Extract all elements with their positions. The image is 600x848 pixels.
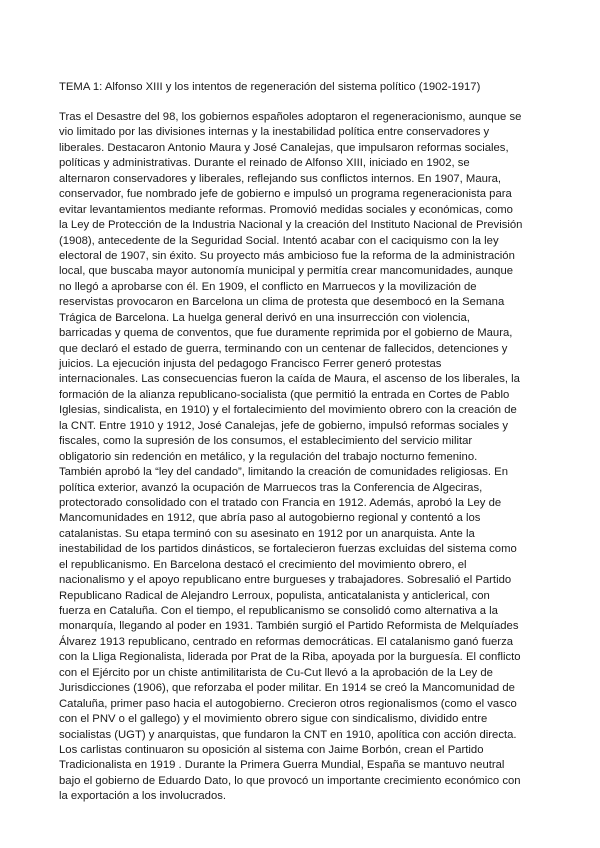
body-line: Tradicionalista en 1919 . Durante la Primera Guerra Mundial, España se mantuvo neutral bbox=[59, 759, 505, 772]
body-line: políticas y administrativas. Durante el reinado de Alfonso XIII, iniciado en 1902, se bbox=[59, 157, 470, 170]
body-line: Republicano Radical de Alejandro Lerroux, populista, anticatalanista y anticlerical, con bbox=[59, 589, 490, 602]
body-line: inestabilidad de los partidos dinásticos, se fortalecieron fuerzas excluidas del sistema como bbox=[59, 543, 517, 556]
body-line: obligatorio sin redención en metálico, y la regulación del trabajo nocturno femenino. bbox=[59, 450, 478, 463]
body-line: formación de la alianza republicano-socialista (que permitió la entrada en Cortes de Pablo bbox=[59, 388, 510, 401]
body-line: También aprobó la “ley del candado”, limitando la creación de comunidades religiosas. En bbox=[59, 466, 508, 479]
body-line: local, que buscaba mayor autonomía municipal y permitía crear mancomunidades, aunque bbox=[59, 265, 514, 278]
body-line: con el Ejército por un chiste antimilitarista de Cu-Cut llevó a la aprobación de la Ley de bbox=[59, 666, 493, 679]
body-line: vio limitado por las divisiones internas y la inestabilidad política entre conservadores y bbox=[59, 126, 490, 139]
body-line: electoral de 1907, sin éxito. Su proyecto más ambicioso fue la reforma de la administración bbox=[59, 249, 515, 262]
document-body bbox=[59, 110, 559, 805]
body-line: alternaron conservadores y liberales, reflejando sus conflictos internos. En 1907, Maura, bbox=[59, 172, 502, 185]
body-line: la Ley de Protección de la Industria Nacional y la creación del Instituto Nacional de Previsión bbox=[59, 219, 523, 232]
body-line: Tras el Desastre del 98, los gobiernos españoles adoptaron el regeneracionismo, aunque se bbox=[59, 111, 522, 123]
body-line: monarquía, llegando al poder en 1931. También surgió el Partido Reformista de Melquíades bbox=[59, 620, 519, 633]
body-line: internacionales. Las consecuencias fueron la caída de Maura, el ascenso de los liberales, la bbox=[59, 373, 520, 386]
body-line: Álvarez 1913 republicano, centrado en reformas democráticas. El catalanismo ganó fuerza bbox=[59, 635, 514, 648]
body-line: no llegó a aprobarse con él. En 1909, el conflicto en Marruecos y la movilización de bbox=[59, 280, 477, 293]
body-line: conservador, fue nombrado jefe de gobierno e impulsó un programa regeneracionista para bbox=[59, 188, 512, 201]
body-line: el republicanismo. En Barcelona destacó el crecimiento del movimiento obrero, el bbox=[59, 558, 467, 571]
body-line: reservistas provocaron en Barcelona un clima de protesta que desembocó en la Semana bbox=[59, 296, 505, 309]
body-line: liberales. Destacaron Antonio Maura y José Canalejas, que impulsaron reformas sociales, bbox=[59, 141, 509, 154]
body-line: Mancomunidades en 1912, que abría paso al autogobierno regional y contentó a los bbox=[59, 512, 481, 525]
body-line: Trágica de Barcelona. La huelga general derivó en una insurrección con violencia, bbox=[59, 311, 470, 324]
body-line: catalanistas. Su etapa terminó con su asesinato en 1912 por un anarquista. Ante la bbox=[59, 527, 475, 540]
body-line: barricadas y quema de conventos, que fue duramente reprimida por el gobierno de Maura, bbox=[59, 327, 513, 340]
body-line: fuerza en Cataluña. Con el tiempo, el republicanismo se consolidó como alternativa a la bbox=[59, 605, 498, 617]
body-line: juicios. La ejecución injusta del pedagogo Francisco Ferrer generó protestas bbox=[59, 358, 442, 370]
body-line: la CNT. Entre 1910 y 1912, José Canalejas, jefe de gobierno, impulsó reformas sociales y bbox=[59, 419, 508, 432]
body-line: con el PNV o el gallego) y el movimiento obrero sigue con sindicalismo, dividido entre bbox=[59, 713, 488, 726]
body-line: bajo el gobierno de Eduardo Dato, lo que provocó un importante crecimiento económico con bbox=[59, 774, 521, 787]
body-line: Los carlistas continuaron su oposición al sistema con Jaime Borbón, crean el Partido bbox=[59, 743, 484, 756]
body-line: fiscales, como la supresión de los consumos, el establecimiento del servicio militar bbox=[59, 435, 473, 448]
body-line: nacionalismo y el apoyo republicano entre burgueses y trabajadores. Sobresalió el Partido bbox=[59, 574, 512, 587]
body-line: (1908), antecedente de la Seguridad Social. Intentó acabar con el caciquismo con la ley bbox=[59, 234, 499, 247]
body-line: política exterior, avanzó la ocupación de Marruecos tras la Conferencia de Algeciras, bbox=[59, 481, 483, 494]
body-line: Iglesias, sindicalista, en 1910) y el fortalecimiento del movimiento obrero con la creación de bbox=[59, 404, 517, 417]
body-line: con la Lliga Regionalista, liderada por Prat de la Riba, apoyada por la burguesía. El conflicto bbox=[59, 651, 521, 664]
body-line: que declaró el estado de guerra, terminando con un centenar de fallecidos, detenciones y bbox=[59, 342, 508, 355]
body-line: Cataluña, primer paso hacia el autogobierno. Crecieron otros regionalismos (como el vasco bbox=[59, 697, 517, 710]
document-title: TEMA 1: Alfonso XIII y los intentos de regeneración del sistema político (1902-1917) bbox=[59, 81, 481, 93]
body-line: protectorado consolidado con el tratado con Francia en 1912. Además, aprobó la Ley de bbox=[59, 496, 502, 509]
body-line: socialistas (UGT) y anarquistas, que fundaron la CNT en 1910, apolítica con acción directa. bbox=[59, 728, 517, 741]
body-line: evitar levantamientos mediante reformas. Promovió medidas sociales y económicas, como bbox=[59, 203, 513, 216]
body-line: la exportación a los involucrados. bbox=[59, 790, 227, 803]
body-line: Jurisdicciones (1906), que reforzaba el poder militar. En 1914 se creó la Mancomunidad de bbox=[59, 682, 515, 695]
